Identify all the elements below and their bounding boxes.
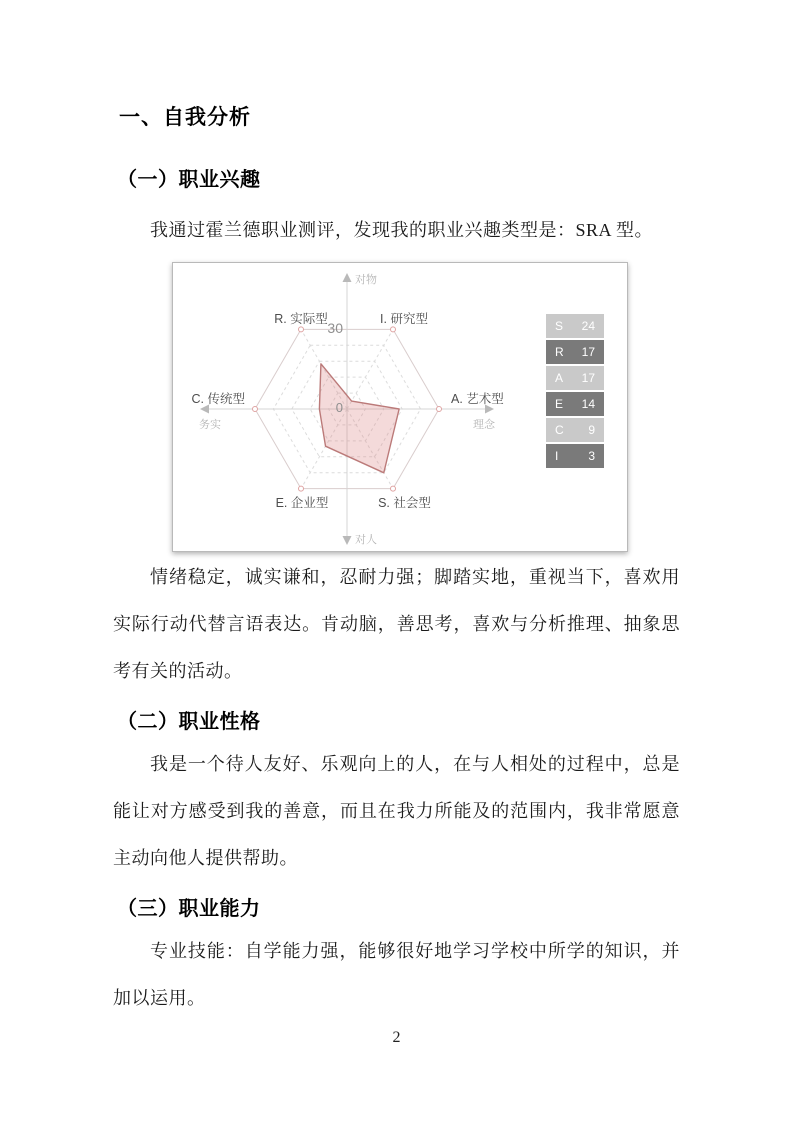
- down-arrow-icon: [343, 536, 352, 545]
- radar-data-polygon: [319, 364, 399, 473]
- legend-value: 17: [581, 345, 595, 359]
- legend-value: 3: [588, 449, 595, 463]
- page-title: 一、自我分析: [119, 106, 251, 129]
- section-heading-career-personality: （二）职业性格: [117, 711, 261, 733]
- page-number: 2: [392, 1029, 401, 1046]
- axis-label-A: A. 艺术型: [451, 392, 504, 406]
- legend-letter: I: [555, 449, 559, 463]
- legend-row-C: [546, 418, 604, 442]
- legend-value: 9: [588, 423, 595, 437]
- section-heading-career-ability: （三）职业能力: [117, 898, 261, 920]
- scale-min-label: 0: [335, 400, 343, 415]
- vertex-marker: [299, 327, 304, 332]
- vertex-marker: [299, 486, 304, 491]
- paragraph-ability-description: 专业技能：自学能力强，能够很好地学习学校中所学的知识，并加以运用。: [113, 941, 680, 1008]
- legend-row-I: [546, 444, 604, 468]
- grid-spoke: [347, 329, 393, 409]
- direction-label-right: 理念: [473, 419, 495, 431]
- vertex-marker: [391, 486, 396, 491]
- legend-letter: E: [555, 397, 564, 411]
- vertex-marker: [391, 327, 396, 332]
- scale-max-label: 30: [327, 320, 343, 336]
- radar-legend: [546, 314, 604, 470]
- legend-row-S: [546, 314, 604, 338]
- legend-value: 17: [581, 371, 595, 385]
- section-heading-career-interest: （一）职业兴趣: [117, 169, 261, 191]
- legend-letter: S: [555, 319, 564, 333]
- legend-value: 14: [581, 397, 595, 411]
- axis-label-C: C. 传统型: [191, 392, 245, 406]
- legend-letter: A: [555, 371, 564, 385]
- legend-value: 24: [581, 319, 595, 333]
- axis-label-I: I. 研究型: [380, 312, 428, 326]
- paragraph-interest-description: 情绪稳定，诚实谦和，忍耐力强；脚踏实地，重视当下，喜欢用实际行动代替言语表达。肯动脑，善思考，喜欢与分析推理、抽象思考有关的活动。: [113, 567, 680, 681]
- legend-letter: R: [555, 345, 564, 359]
- radar-chart-figure: [172, 262, 628, 552]
- paragraph-personality-description: 我是一个待人友好、乐观向上的人，在与人相处的过程中，总是能让对方感受到我的善意，而且在我力所能及的范围内，我非常愿意主动向他人提供帮助。: [113, 754, 680, 868]
- legend-row-R: [546, 340, 604, 364]
- axis-label-S: S. 社会型: [378, 496, 431, 510]
- direction-label-top: 对物: [355, 274, 377, 286]
- up-arrow-icon: [343, 273, 352, 282]
- legend-letter: C: [555, 423, 564, 437]
- vertex-marker: [253, 407, 258, 412]
- axis-label-E: E. 企业型: [275, 496, 329, 510]
- legend-row-A: [546, 366, 604, 390]
- paragraph-holland-result: 我通过霍兰德职业测评，发现我的职业兴趣类型是：SRA 型。: [150, 220, 654, 240]
- direction-label-left: 务实: [199, 419, 221, 431]
- legend-row-E: [546, 392, 604, 416]
- direction-label-bottom: 对人: [355, 534, 377, 546]
- vertex-marker: [437, 407, 442, 412]
- axis-label-R: R. 实际型: [274, 312, 328, 326]
